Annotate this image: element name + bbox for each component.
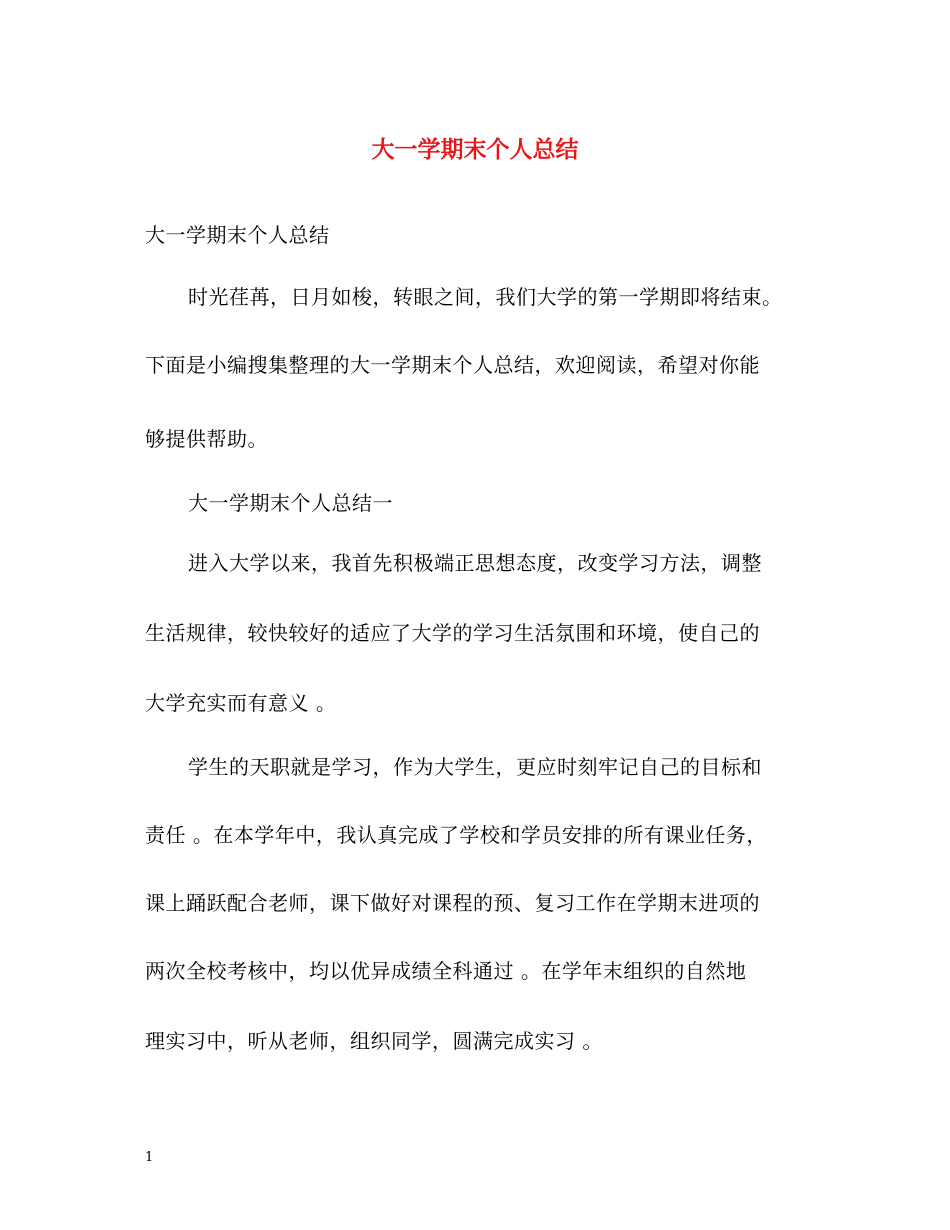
paragraph-line: 够提供帮助。 <box>145 427 268 451</box>
paragraph-line: 责任 。在本学年中，我认真完成了学校和学员安排的所有课业任务， <box>145 823 767 847</box>
paragraph-line: 理实习中，听从老师，组织同学，圆满完成实习 。 <box>145 1029 603 1053</box>
section-heading: 大一学期末个人总结一 <box>188 491 393 515</box>
paragraph-line: 下面是小编搜集整理的大一学期末个人总结，欢迎阅读，希望对你能 <box>145 353 760 377</box>
paragraph-line: 课上踊跃配合老师，课下做好对课程的预、复习工作在学期末进项的 <box>145 891 760 915</box>
document-title: 大一学期末个人总结 <box>371 136 579 163</box>
paragraph-line: 两次全校考核中，均以优异成绩全科通过 。在学年末组织的自然地 <box>145 959 747 983</box>
paragraph-line: 学生的天职就是学习，作为大学生，更应时刻牢记自己的目标和 <box>188 755 762 779</box>
paragraph-line: 大学充实而有意义 。 <box>145 691 337 715</box>
paragraph-line: 生活规律，较快较好的适应了大学的学习生活氛围和环境，使自己的 <box>145 621 760 645</box>
page-number: 1 <box>145 1150 154 1165</box>
paragraph-line: 进入大学以来，我首先积极端正思想态度，改变学习方法，调整 <box>188 551 762 575</box>
subtitle-line: 大一学期末个人总结 <box>145 223 330 247</box>
paragraph-line: 时光荏苒，日月如梭，转眼之间，我们大学的第一学期即将结束。 <box>188 285 783 309</box>
